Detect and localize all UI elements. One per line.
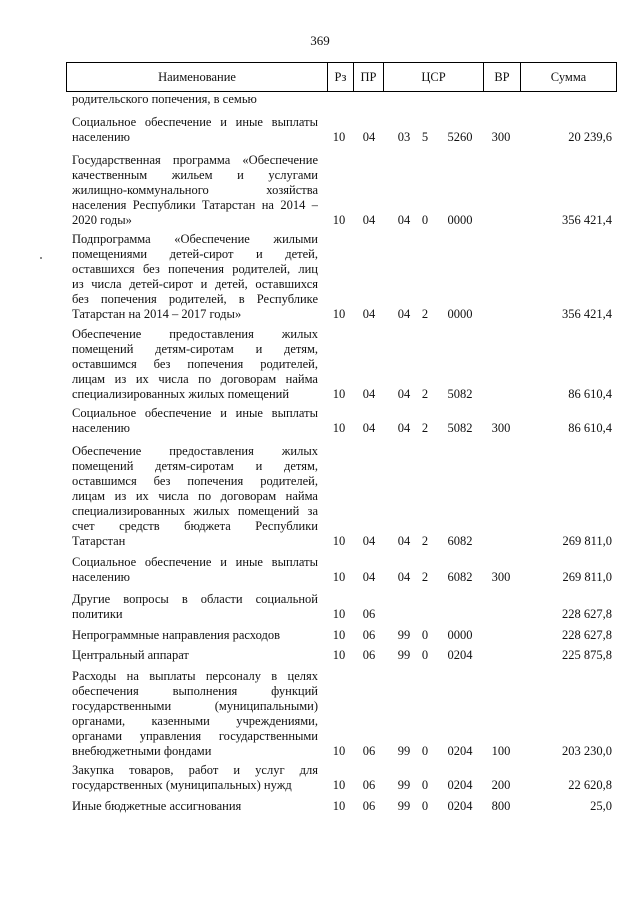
header-vr: ВР <box>494 70 510 84</box>
row-name <box>72 763 318 793</box>
row-sum: 225 875,8 <box>562 648 612 662</box>
row-name-line: Татарстан на 2014 – 2017 годы» <box>72 307 242 321</box>
row-rz: 10 <box>332 799 346 813</box>
row-name-line: населения Республики Татарстан на 2014 – <box>72 198 318 212</box>
row-c1: 99 <box>397 628 411 642</box>
row-pr: 06 <box>362 628 376 642</box>
row-name-line: населению <box>72 130 130 144</box>
row-c2: 0 <box>421 799 429 813</box>
row-name <box>72 406 318 436</box>
row-pr: 04 <box>362 570 376 584</box>
row-name-line: Социальное обеспечение и иные выплаты <box>72 406 318 420</box>
row-pr: 04 <box>362 130 376 144</box>
table-header <box>66 62 617 92</box>
row-pr: 06 <box>362 744 376 758</box>
row-c2: 2 <box>421 387 429 401</box>
scan-speck <box>40 257 42 259</box>
row-vr: 300 <box>491 421 511 435</box>
row-name-line: оставшимся без попечения родителей, <box>72 474 318 488</box>
row-pr: 06 <box>362 607 376 621</box>
row-c2: 0 <box>421 628 429 642</box>
row-pr: 06 <box>362 778 376 792</box>
row-c3: 6082 <box>447 570 473 584</box>
row-sum: 22 620,8 <box>568 778 612 792</box>
row-c1: 04 <box>397 570 411 584</box>
row-c3: 5082 <box>447 387 473 401</box>
row-c3: 0000 <box>447 307 473 321</box>
row-c2: 2 <box>421 307 429 321</box>
header-csr: ЦСР <box>421 70 446 84</box>
row-c2: 5 <box>421 130 429 144</box>
row-c1: 99 <box>397 799 411 813</box>
row-name <box>72 232 318 322</box>
row-name-line: Иные бюджетные ассигнования <box>72 799 242 813</box>
row-name-line: Государственная программа «Обеспечение <box>72 153 318 167</box>
row-name-line: помещений детям-сиротам и детям, <box>72 459 318 473</box>
row-sum: 269 811,0 <box>562 570 612 584</box>
row-name-line: специализированных жилых помещений за <box>72 504 318 518</box>
row-name <box>72 92 318 107</box>
row-name-line: органами управления государственными <box>72 729 318 743</box>
row-c2: 0 <box>421 744 429 758</box>
row-name-line: органами, казенными учреждениями, <box>72 714 318 728</box>
row-sum: 269 811,0 <box>562 534 612 548</box>
row-name-line: лицам из их числа по договорам найма <box>72 489 318 503</box>
row-sum: 86 610,4 <box>568 421 612 435</box>
row-c3: 6082 <box>447 534 473 548</box>
row-pr: 04 <box>362 421 376 435</box>
row-name-line: качественным жильем и услугами <box>72 168 318 182</box>
row-name-line: государственных (муниципальных) нужд <box>72 778 292 792</box>
header-name: Наименование <box>158 70 236 84</box>
row-c3: 0204 <box>447 778 473 792</box>
row-name <box>72 648 318 663</box>
row-name-line: Социальное обеспечение и иные выплаты <box>72 115 318 129</box>
row-rz: 10 <box>332 213 346 227</box>
row-name <box>72 115 318 145</box>
row-c2: 2 <box>421 421 429 435</box>
row-pr: 06 <box>362 799 376 813</box>
row-name-line: государственными (муниципальными) <box>72 699 318 713</box>
row-sum: 228 627,8 <box>562 607 612 621</box>
row-vr: 300 <box>491 570 511 584</box>
row-name <box>72 444 318 549</box>
row-rz: 10 <box>332 130 346 144</box>
row-c1: 04 <box>397 421 411 435</box>
row-sum: 356 421,4 <box>562 307 612 321</box>
row-rz: 10 <box>332 387 346 401</box>
row-name-line: Подпрограмма «Обеспечение жилыми <box>72 232 318 246</box>
row-name-line: населению <box>72 421 130 435</box>
row-name-line: родительского попечения, в семью <box>72 92 257 106</box>
row-name-line: Закупка товаров, работ и услуг для <box>72 763 318 777</box>
row-sum: 25,0 <box>590 799 612 813</box>
row-c2: 0 <box>421 648 429 662</box>
row-name-line: обеспечения выполнения функций <box>72 684 318 698</box>
row-sum: 356 421,4 <box>562 213 612 227</box>
row-name <box>72 153 318 228</box>
row-name-line: Другие вопросы в области социальной <box>72 592 318 606</box>
row-name <box>72 327 318 402</box>
row-name-line: Расходы на выплаты персоналу в целях <box>72 669 318 683</box>
header-rz: Рз <box>334 70 347 84</box>
row-c3: 0204 <box>447 799 473 813</box>
row-name-line: Обеспечение предоставления жилых <box>72 327 318 341</box>
row-name <box>72 628 318 643</box>
row-c1: 03 <box>397 130 411 144</box>
row-name <box>72 669 318 759</box>
row-name <box>72 799 318 814</box>
row-c1: 04 <box>397 307 411 321</box>
row-name-line: без попечения родителей, в Республике <box>72 292 318 306</box>
row-name-line: Социальное обеспечение и иные выплаты <box>72 555 318 569</box>
row-pr: 04 <box>362 213 376 227</box>
row-name-line: счет средств бюджета Республики <box>72 519 318 533</box>
row-c1: 04 <box>397 387 411 401</box>
row-name-line: из числа детей-сирот и детей, оставшихся <box>72 277 318 291</box>
row-name-line: населению <box>72 570 130 584</box>
row-c1: 99 <box>397 648 411 662</box>
row-rz: 10 <box>332 628 346 642</box>
row-name-line: помещений детям-сиротам и детям, <box>72 342 318 356</box>
row-c1: 99 <box>397 744 411 758</box>
row-rz: 10 <box>332 744 346 758</box>
header-pr: ПР <box>360 70 377 84</box>
header-sum: Сумма <box>550 70 587 84</box>
row-vr: 800 <box>491 799 511 813</box>
row-c1: 04 <box>397 534 411 548</box>
row-c2: 2 <box>421 570 429 584</box>
row-name <box>72 592 318 622</box>
row-c3: 5082 <box>447 421 473 435</box>
row-c3: 0204 <box>447 744 473 758</box>
row-name-line: Татарстан <box>72 534 126 548</box>
row-name-line: оставшихся без попечения родителей, лиц <box>72 262 318 276</box>
row-name-line: оставшимся без попечения родителей, <box>72 357 318 371</box>
row-name-line: 2020 годы» <box>72 213 132 227</box>
row-name-line: Центральный аппарат <box>72 648 189 662</box>
page-number: 369 <box>310 33 330 48</box>
row-sum: 228 627,8 <box>562 628 612 642</box>
row-name-line: помещениями детей-сирот и детей, <box>72 247 318 261</box>
row-rz: 10 <box>332 607 346 621</box>
row-rz: 10 <box>332 534 346 548</box>
row-rz: 10 <box>332 778 346 792</box>
row-vr: 300 <box>491 130 511 144</box>
row-pr: 04 <box>362 534 376 548</box>
row-vr: 100 <box>491 744 511 758</box>
row-c1: 04 <box>397 213 411 227</box>
row-rz: 10 <box>332 307 346 321</box>
row-pr: 04 <box>362 387 376 401</box>
row-name-line: внебюджетными фондами <box>72 744 212 758</box>
row-name-line: жилищно-коммунального хозяйства <box>72 183 318 197</box>
row-name-line: лицам из их числа по договорам найма <box>72 372 318 386</box>
row-sum: 86 610,4 <box>568 387 612 401</box>
row-rz: 10 <box>332 421 346 435</box>
row-sum: 203 230,0 <box>562 744 612 758</box>
row-rz: 10 <box>332 648 346 662</box>
row-c2: 2 <box>421 534 429 548</box>
row-name-line: Обеспечение предоставления жилых <box>72 444 318 458</box>
row-c2: 0 <box>421 213 429 227</box>
row-name-line: специализированных жилых помещений <box>72 387 290 401</box>
row-sum: 20 239,6 <box>568 130 612 144</box>
row-name <box>72 555 318 585</box>
row-c3: 0204 <box>447 648 473 662</box>
row-c3: 0000 <box>447 213 473 227</box>
row-c2: 0 <box>421 778 429 792</box>
row-rz: 10 <box>332 570 346 584</box>
row-vr: 200 <box>491 778 511 792</box>
row-pr: 06 <box>362 648 376 662</box>
row-name-line: Непрограммные направления расходов <box>72 628 280 642</box>
row-c3: 0000 <box>447 628 473 642</box>
row-name-line: политики <box>72 607 123 621</box>
row-c1: 99 <box>397 778 411 792</box>
row-pr: 04 <box>362 307 376 321</box>
row-c3: 5260 <box>447 130 473 144</box>
